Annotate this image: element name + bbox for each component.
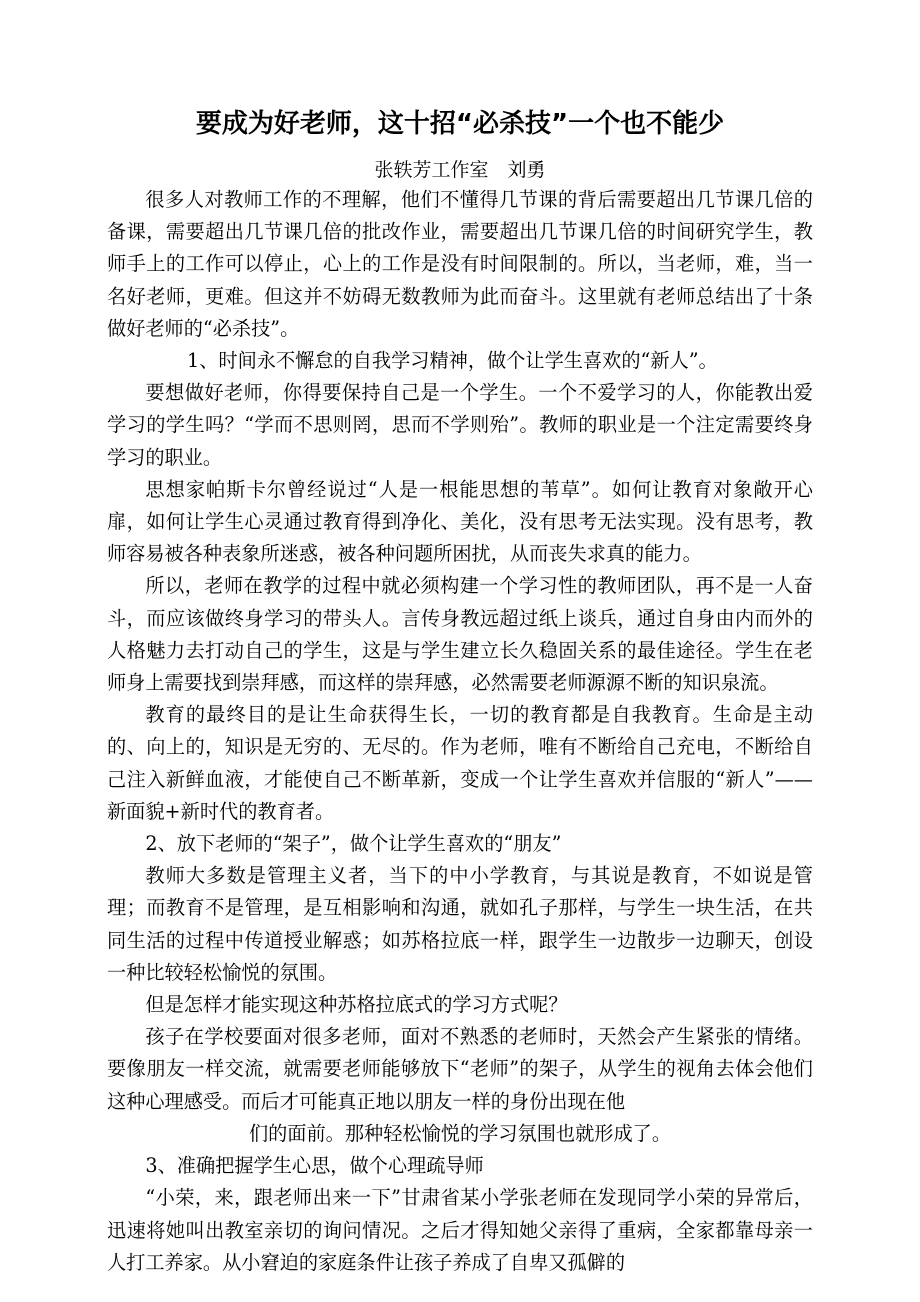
body-paragraph: 但是怎样才能实现这种苏格拉底式的学习方式呢？: [145, 993, 568, 1017]
body-paragraph: “小荣，来，跟老师出来一下”甘肃省某小学张老师在发现同学小荣的异常后，迅速将她叫出教室亲切的询问情况。之后才得知她父亲得了重病，全家都靠母亲一人打工养家。从小窘迫的家庭条件让孩子养成了自卑又孤僻的: [107, 1186, 813, 1274]
body-paragraph-tail: 们的面前。那种轻松愉悦的学习氛围也就形成了。: [248, 1121, 672, 1145]
body-paragraph: 孩子在学校要面对很多老师，面对不熟悉的老师时，天然会产生紧张的情绪。要像朋友一样交流，就需要老师能够放下“老师”的架子，从学生的视角去体会他们这种心理感受。而后才可能真正地以朋友一样的身份出现在他: [107, 1025, 813, 1113]
document-body: [107, 184, 813, 1279]
body-paragraph: 思想家帕斯卡尔曾经说过“人是一根能思想的苇草”。如何让教育对象敞开心扉，如何让学生心灵通过教育得到净化、美化，没有思考无法实现。没有思考，教师容易被各种表象所迷惑，被各种问题所困扰，从而丧失求真的能力。: [107, 477, 813, 566]
section-heading-3: 3、准确把握学生心思，做个心理疏导师: [145, 1154, 484, 1178]
intro-paragraph: 很多人对教师工作的不理解，他们不懂得几节课的背后需要超出几节课几倍的备课，需要超出几节课几倍的批改作业，需要超出几节课几倍的时间研究学生，教师手上的工作可以停止，心上的工作是没有时间限制的。所以，当老师，难，当一名好老师，更难。但这并不妨碍无数教师为此而奋斗。这里就有老师总结出了十条做好老师的“必杀技”。: [107, 188, 813, 340]
section-heading-1: 1、时间永不懈怠的自我学习精神，做个让学生喜欢的“新人”。: [187, 349, 718, 373]
body-paragraph: 要想做好老师，你得要保持自己是一个学生。一个不爱学习的人，你能教出爱学习的学生吗？“学而不思则罔，思而不学则殆”。教师的职业是一个注定需要终身学习的职业。: [107, 381, 813, 469]
body-paragraph: 教师大多数是管理主义者，当下的中小学教育，与其说是教育，不如说是管理；而教育不是管理，是互相影响和沟通，就如孔子那样，与学生一块生活，在共同生活的过程中传道授业解惑；如苏格拉底一样，跟学生一边散步一边聊天，创设一种比较轻松愉悦的氛围。: [107, 864, 813, 984]
body-paragraph: 所以，老师在教学的过程中就必须构建一个学习性的教师团队，再不是一人奋斗，而应该做终身学习的带头人。言传身教远超过纸上谈兵，通过自身由内而外的人格魅力去打动自己的学生，这是与学生建立长久稳固关系的最佳途径。学生在老师身上需要找到崇拜感，而这样的崇拜感，必然需要老师源源不断的知识泉流。: [107, 574, 813, 695]
section-heading-2: 2、放下老师的“架子”，做个让学生喜欢的“朋友”: [145, 832, 562, 856]
body-paragraph: 教育的最终目的是让生命获得生长，一切的教育都是自我教育。生命是主动的、向上的，知识是无穷的、无尽的。作为老师，唯有不断给自己充电，不断给自己注入新鲜血液，才能使自己不断革新，变成一个让学生喜欢并信服的“新人”——新面貌+新时代的教育者。: [107, 703, 813, 823]
document-title: 要成为好老师，这十招“必杀技”一个也不能少: [195, 109, 725, 139]
author-line: 张轶芳工作室 刘勇: [374, 159, 546, 181]
